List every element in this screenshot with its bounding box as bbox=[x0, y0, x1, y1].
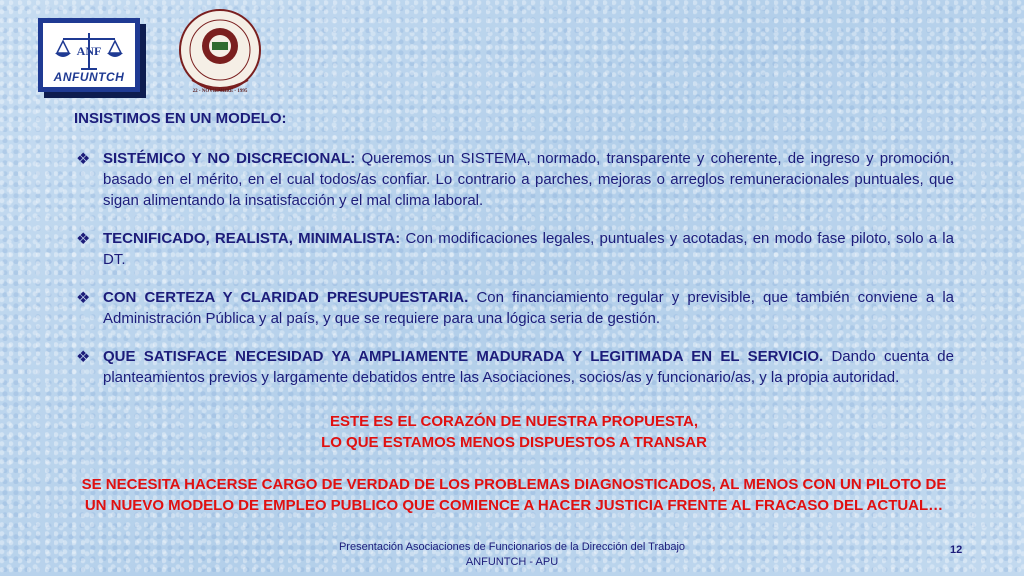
anfuntch-logo bbox=[38, 18, 140, 92]
slide-content bbox=[74, 108, 954, 388]
bullet-text: Dando cuenta de planteamientos previos y largamente debatidos entre las Asociaciones, socios/as y funcionario/as, y la propia autoridad. bbox=[103, 348, 954, 386]
emphasis-line-2: LO QUE ESTAMOS MENOS DISPUESTOS A TRANSAR bbox=[321, 434, 707, 451]
bullet-text: Queremos un SISTEMA, normado, transparente y coherente, de ingreso y promoción, basado en el mérito, en el cual todos/as confiar. Lo contrario a parches, mejoras o arreglos remuneracionales puntuales, que sigan alimentando la insatisfacción y el mal clima laboral. bbox=[103, 150, 954, 209]
diamond-bullet-icon: ❖ bbox=[76, 151, 91, 168]
diamond-bullet-icon: ❖ bbox=[76, 349, 91, 366]
footer-line-2: ANFUNTCH - APU bbox=[465, 556, 559, 568]
apu-emblem-logo bbox=[172, 6, 268, 102]
bullet-lead: TECNIFICADO, REALISTA, MINIMALISTA: bbox=[103, 230, 401, 247]
diamond-bullet-icon: ❖ bbox=[76, 290, 91, 307]
bullet-text: Con modificaciones legales, puntuales y acotadas, en modo fase piloto, solo a la DT. bbox=[103, 230, 954, 268]
page-number: 12 bbox=[950, 544, 963, 556]
emphasis-line-1: ESTE ES EL CORAZÓN DE NUESTRA PROPUESTA, bbox=[329, 413, 699, 430]
footer-line-1: Presentación Asociaciones de Funcionarios de la Dirección del Trabajo bbox=[338, 541, 686, 553]
emblem-date: 22 - NOVIEMBRE - 1995 bbox=[192, 89, 248, 94]
bullet-lead: QUE SATISFACE NECESIDAD YA AMPLIAMENTE MADURADA Y LEGITIMADA EN EL SERVICIO. bbox=[103, 348, 824, 365]
bullet-item bbox=[74, 148, 954, 211]
bullet-item bbox=[74, 346, 954, 388]
slide-heading: INSISTIMOS EN UN MODELO: bbox=[74, 110, 287, 127]
logo-name: ANFUNTCH bbox=[53, 70, 125, 84]
bullet-item bbox=[74, 228, 954, 270]
diamond-bullet-icon: ❖ bbox=[76, 231, 91, 248]
logo-mark: ANF bbox=[76, 44, 102, 58]
bullet-lead: CON CERTEZA Y CLARIDAD PRESUPUESTARIA. bbox=[103, 289, 469, 306]
closing-statement: SE NECESITA HACERSE CARGO DE VERDAD DE LOS PROBLEMAS DIAGNOSTICADOS, AL MENOS CON UN PILOTO DE UN NUEVO MODELO DE EMPLEO PUBLICO QUE COMIENCE A HACER JUSTICIA FRENTE AL FRACASO DEL ACTUAL… bbox=[81, 476, 947, 514]
bullet-text: Con financiamiento regular y previsible, que también conviene a la Administración Pública y al país, y que se requiere para una lógica seria de gestión. bbox=[103, 289, 954, 327]
bullet-item bbox=[74, 287, 954, 329]
emphasis-statement bbox=[74, 411, 954, 453]
bullet-lead: SISTÉMICO Y NO DISCRECIONAL: bbox=[103, 150, 356, 167]
slide-footer bbox=[200, 540, 824, 570]
